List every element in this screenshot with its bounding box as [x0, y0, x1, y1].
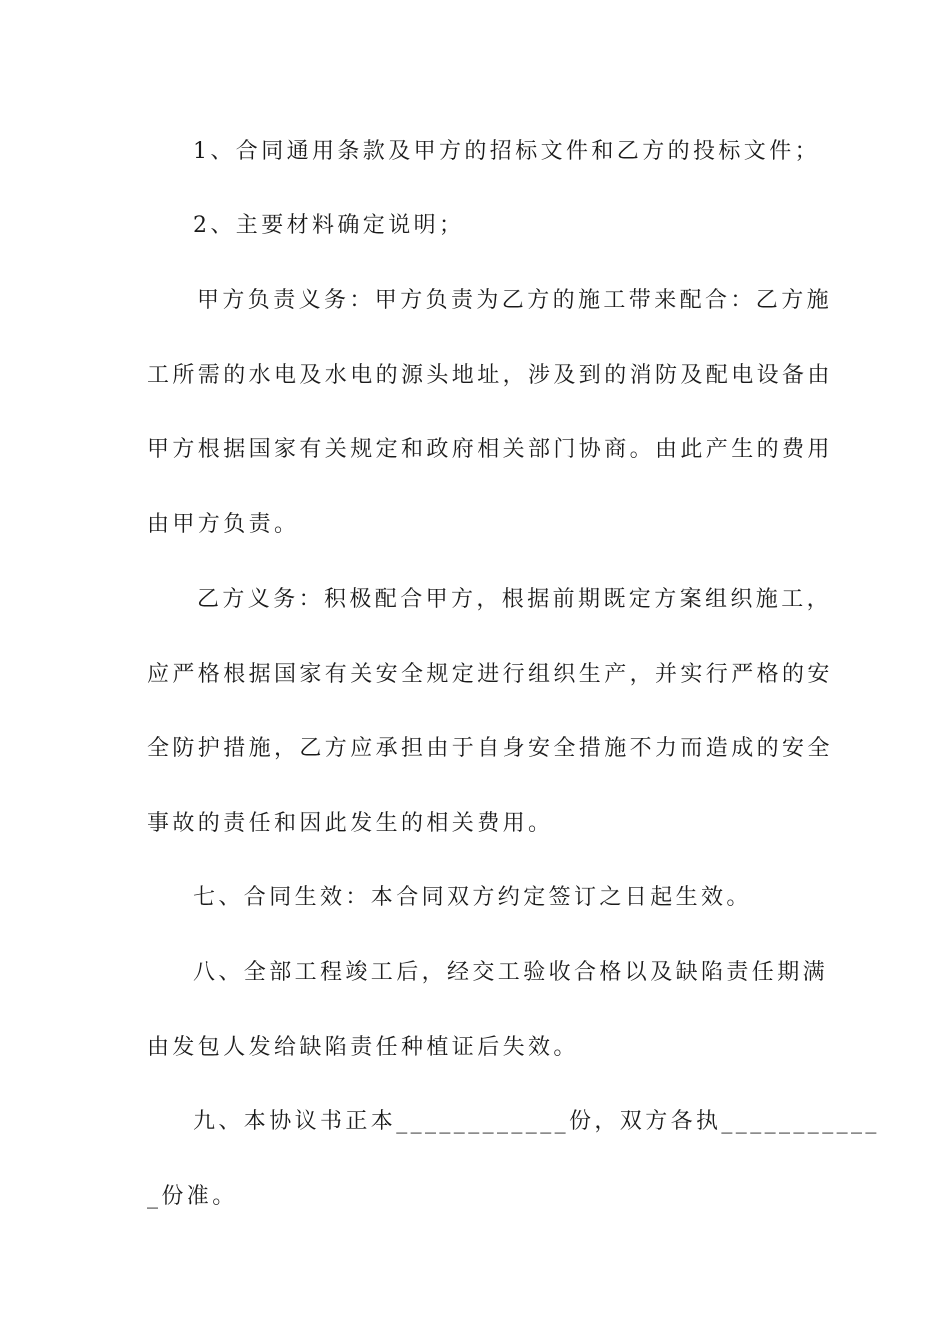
party-a-duty-line-3: 甲方根据国家有关规定和政府相关部门协商。由此产生的费用: [147, 437, 833, 462]
party-a-duty-line-4: 由甲方负责。: [147, 512, 300, 537]
party-a-duty-line-2: 工所需的水电及水电的源头地址，涉及到的消防及配电设备由: [147, 363, 833, 388]
party-b-duty-line-3: 全防护措施，乙方应承担由于自身安全措施不力而造成的安全: [147, 736, 833, 761]
party-b-duty-line-2: 应严格根据国家有关安全规定进行组织生产，并实行严格的安: [147, 662, 833, 687]
clause-nine-copies-line-1: 九、本协议书正本____________份，双方各执___________: [193, 1109, 880, 1134]
clause-nine-copies-line-2: _份准。: [147, 1184, 238, 1209]
list-item-materials: 2、主要材料确定说明；: [193, 213, 465, 238]
party-b-duty-line-1: 乙方义务：积极配合甲方，根据前期既定方案组织施工，: [197, 587, 833, 612]
clause-eight-line-2: 由发包人发给缺陷责任种植证后失效。: [147, 1035, 579, 1060]
list-item-general-terms: 1、合同通用条款及甲方的招标文件和乙方的投标文件；: [193, 139, 820, 164]
party-a-duty-line-1: 甲方负责义务：甲方负责为乙方的施工带来配合：乙方施: [197, 288, 833, 313]
clause-eight-line-1: 八、全部工程竣工后，经交工验收合格以及缺陷责任期满: [193, 960, 829, 985]
party-b-duty-line-4: 事故的责任和因此发生的相关费用。: [147, 811, 554, 836]
clause-seven-effective: 七、合同生效：本合同双方约定签订之日起生效。: [193, 885, 752, 910]
